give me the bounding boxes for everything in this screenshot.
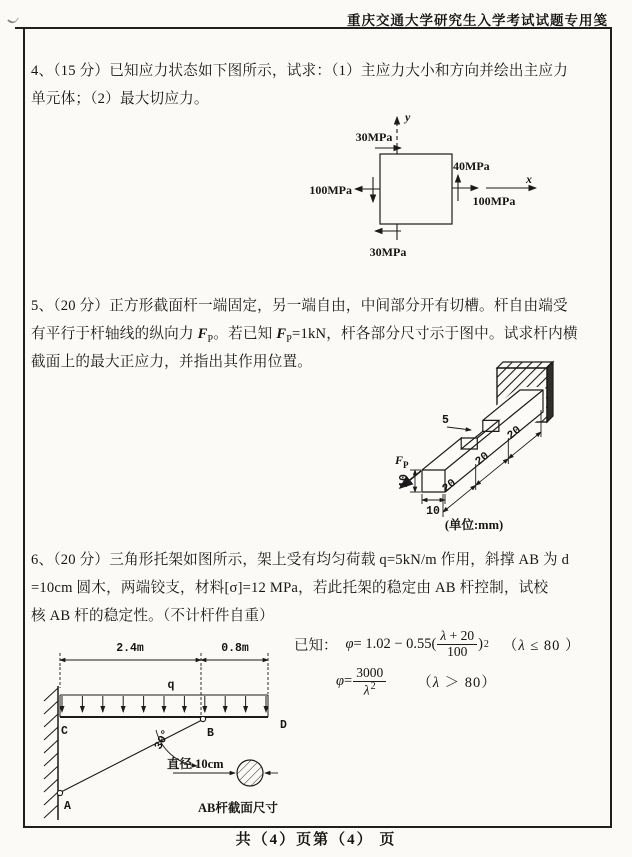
p4-line1: 4、（15 分）已知应力状态如下图所示，试求：（1）主应力大小和方向并绘出主应力 xyxy=(31,63,569,79)
p5-line2-a: 有平行于杆轴线的纵向力 xyxy=(31,326,198,342)
fraction-denominator: 100 xyxy=(447,643,468,659)
cond-open: （ xyxy=(417,675,433,692)
point-b-label: B xyxy=(207,727,214,740)
right-normal-label: 100MPa xyxy=(472,194,516,208)
force-label-f: F xyxy=(395,453,404,467)
formula-2-fraction xyxy=(353,666,386,698)
segment-20-label: 20 xyxy=(472,449,492,469)
force-symbol: F xyxy=(197,326,208,342)
segment-20-label: 20 xyxy=(439,476,459,496)
square-exponent: 2 xyxy=(370,680,376,692)
lambda-symbol: λ xyxy=(518,637,526,654)
force-symbol: F xyxy=(276,326,287,342)
formula-2-body: = xyxy=(344,673,353,690)
formula-1-body: = 1.02 − 0.55( xyxy=(353,635,437,652)
p6-line2: =10cm 圆木，两端铰支，材料[σ]=12 MPa，若此托架的稳定由 AB 杆控制，试校 xyxy=(31,580,549,596)
formula-2-condition xyxy=(417,671,497,692)
span-24-label: 2.4m xyxy=(116,642,144,655)
pin-b xyxy=(200,716,205,721)
cond-rest: ＞ 80） xyxy=(440,675,497,692)
notch-depth-label: 5 xyxy=(442,414,449,427)
lambda-symbol: λ xyxy=(432,675,440,692)
p5-line1: 5、（20 分）正方形截面杆一端固定，另一端自由，中间部分开有切槽。杆自由端受 xyxy=(31,298,568,314)
p4-stress-diagram xyxy=(290,103,600,280)
force-subscript: P xyxy=(207,333,214,345)
phi-symbol: φ xyxy=(336,673,345,690)
right-shear-label: 40MPa xyxy=(453,159,490,173)
p5-line2-b: 。若已知 xyxy=(213,326,277,342)
fraction-numerator xyxy=(437,629,477,645)
span-08-label: 0.8m xyxy=(221,642,249,655)
p5-line2-c: =1kN，杆各部分尺寸示于图中。试求杆内横 xyxy=(292,326,578,342)
scan-artifact-mark xyxy=(7,14,19,26)
angle-30-label: 30° xyxy=(152,727,174,753)
force-subscript: P xyxy=(286,333,293,345)
formula-2 xyxy=(294,666,610,698)
load-q-label: q xyxy=(167,679,175,692)
p5-bar-diagram xyxy=(385,360,617,540)
fraction-numerator: 3000 xyxy=(353,666,386,682)
p6-line1: 6、（20 分）三角形托架如图所示，架上受有均匀荷载 q=5kN/m 作用，斜撑 AB 为 d xyxy=(31,552,570,568)
fraction-denominator xyxy=(361,682,379,698)
p5-line2 xyxy=(31,320,606,348)
section-caption: AB杆截面尺寸 xyxy=(198,801,278,815)
segment-20-label: 20 xyxy=(504,423,524,443)
distributed-load xyxy=(60,695,268,717)
force-label-sub: P xyxy=(403,460,409,470)
bracket-structure xyxy=(44,686,268,820)
p5-line3: 截面上的最大正应力，并指出其作用位置。 xyxy=(31,354,313,370)
cond-rest: ≤ 80 ） xyxy=(525,637,581,654)
height-10-label: 10 xyxy=(398,474,411,488)
point-d-label: D xyxy=(280,719,287,732)
cond-open: （ xyxy=(502,637,519,654)
top-shear-label: 30MPa xyxy=(355,130,393,144)
page-footer: 共（4）页第（4） 页 xyxy=(235,832,397,848)
strut-ab xyxy=(61,720,202,792)
p6-line3: 核 AB 杆的稳定性。（不计杆件自重） xyxy=(31,608,274,624)
formula-1-condition xyxy=(503,634,581,655)
diameter-label: 直径 10cm xyxy=(167,757,224,771)
unit-caption: (单位:mm) xyxy=(444,518,504,532)
left-normal-label: 100MPa xyxy=(309,183,352,197)
point-a-label: A xyxy=(64,800,71,813)
square-exponent: 2 xyxy=(483,638,489,650)
given-label: 已知： xyxy=(294,637,338,654)
x-axis-label: x xyxy=(526,172,532,186)
formula-1-fraction xyxy=(437,629,477,659)
force-label xyxy=(394,453,409,470)
problem-6-text xyxy=(31,546,606,630)
pin-a xyxy=(57,790,62,795)
width-10-label: 10 xyxy=(426,505,440,518)
y-axis-label: y xyxy=(405,110,411,124)
p4-line2: 单元体；（2）最大切应力。 xyxy=(31,91,209,107)
lambda-symbol: λ xyxy=(363,682,370,698)
page-header-title: 重庆交通大学研究生入学考试试题专用笺 xyxy=(347,13,608,28)
stress-element-square xyxy=(380,154,452,224)
given-formulas xyxy=(294,629,610,698)
point-c-label: C xyxy=(61,725,68,738)
formula-1 xyxy=(294,629,610,659)
p6-bracket-diagram xyxy=(25,638,320,830)
phi-symbol: φ xyxy=(345,635,354,652)
lambda-symbol: λ xyxy=(440,628,447,643)
numerator-rest: + 20 xyxy=(446,628,475,643)
bottom-shear-label: 30MPa xyxy=(369,245,407,259)
close-paren: ) xyxy=(478,635,483,652)
